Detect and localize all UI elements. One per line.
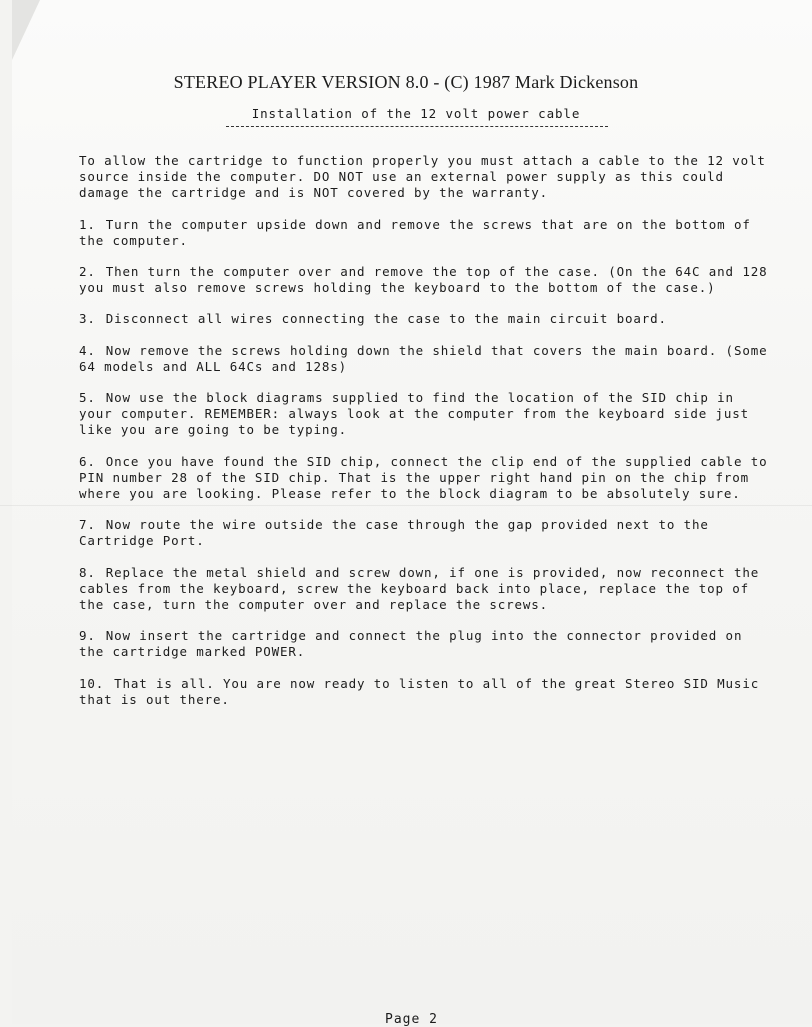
step-number: 2. xyxy=(79,264,96,280)
step-text: Now remove the screws holding down the shield that covers the main board. (Some 64 models and ALL 64Cs and 128s) xyxy=(79,342,768,374)
step-text: Disconnect all wires connecting the case to the main circuit board. xyxy=(105,311,667,327)
step-text: Replace the metal shield and screw down, if one is provided, now reconnect the cables from the keyboard, screw the keyboard back into place, replace the top of the case, turn the computer over and replace the screws. xyxy=(79,564,760,613)
step-item xyxy=(79,676,769,708)
step-number: 9. xyxy=(79,628,96,644)
step-number: 7. xyxy=(79,517,96,533)
document-body xyxy=(79,153,769,723)
step-text: Now insert the cartridge and connect the plug into the connector provided on the cartridge marked POWER. xyxy=(79,628,743,660)
step-item xyxy=(79,565,769,614)
document-subtitle: Installation of the 12 volt power cable xyxy=(251,106,581,121)
step-item xyxy=(79,343,769,375)
step-number: 8. xyxy=(79,564,96,580)
step-item xyxy=(79,454,769,503)
step-item xyxy=(79,217,769,249)
step-text: Now route the wire outside the case through the gap provided next to the Cartridge Port. xyxy=(79,517,709,549)
step-item xyxy=(79,517,769,549)
step-item xyxy=(79,264,769,296)
step-item xyxy=(79,311,769,327)
folded-corner xyxy=(12,0,40,60)
intro-paragraph: To allow the cartridge to function properly you must attach a cable to the 12 volt source inside the computer. DO NOT use an external power supply as this could damage the cartridge and is NOT covered by the warranty. xyxy=(79,153,766,201)
page-number: Page 2 xyxy=(385,1012,438,1027)
document-title: STEREO PLAYER VERSION 8.0 - (C) 1987 Mark Dickenson xyxy=(173,72,639,92)
step-number: 6. xyxy=(79,453,96,469)
step-text: Now use the block diagrams supplied to find the location of the SID chip in your computer. REMEMBER: always look at the computer from the keyboard side just like you are going to be typing. xyxy=(79,390,750,438)
step-item xyxy=(79,628,769,660)
step-text: That is all. You are now ready to listen to all of the great Stereo SID Music that is out there. xyxy=(79,675,760,707)
step-number: 3. xyxy=(79,311,96,327)
step-text: Once you have found the SID chip, connect the clip end of the supplied cable to PIN number 28 of the SID chip. That is the upper right hand pin on the chip from where you are looking. Please refer to the block diagram to be absolutely sure. xyxy=(79,453,768,502)
step-item xyxy=(79,390,769,439)
step-text: Turn the computer upside down and remove the screws that are on the bottom of the computer. xyxy=(79,216,751,248)
subtitle-underline xyxy=(226,126,608,127)
step-number: 1. xyxy=(79,216,96,232)
step-number: 10. xyxy=(79,675,105,691)
step-number: 5. xyxy=(79,390,96,406)
step-number: 4. xyxy=(79,342,96,358)
step-text: Then turn the computer over and remove the top of the case. (On the 64C and 128 you must also remove screws holding the keyboard to the bottom of the case.) xyxy=(79,264,768,296)
